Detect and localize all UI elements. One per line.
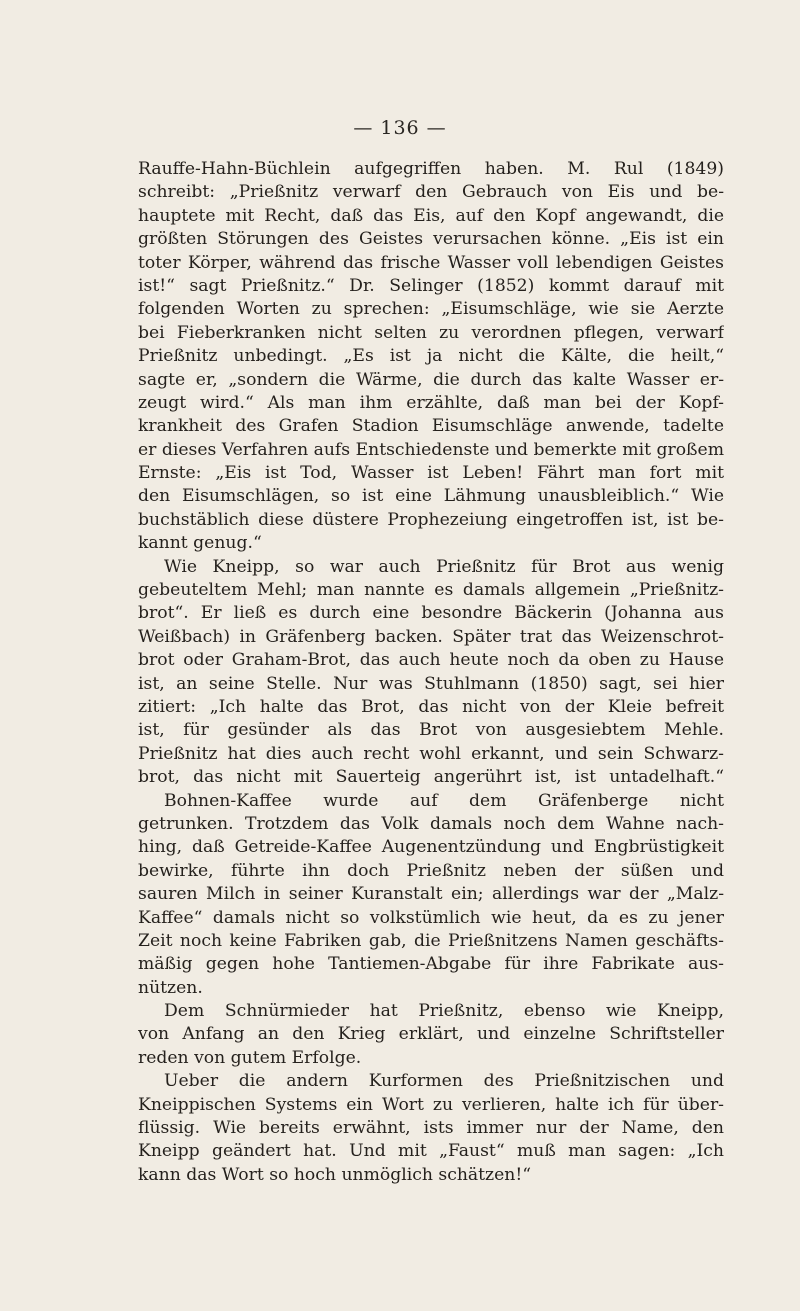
text-line: Bohnen-Kaffee wurde auf dem Gräfenberge nicht xyxy=(164,790,724,811)
text-line: Ueber die andern Kurformen des Prießnitzischen und xyxy=(164,1071,724,1092)
text-line: von Anfang an den Krieg erklärt, und einzelne Schriftsteller xyxy=(138,1024,724,1045)
text-line: bei Fieberkranken nicht selten zu verordnen pflegen, verwarf xyxy=(138,322,724,343)
text-line: schreibt: „Prießnitz verwarf den Gebrauch von Eis und be- xyxy=(138,182,724,203)
text-line: Zeit noch keine Fabriken gab, die Prießnitzens Namen geschäfts- xyxy=(138,930,724,951)
text-line: zeugt wird.“ Als man ihm erzählte, daß man bei der Kopf- xyxy=(138,392,724,413)
text-line: sagte er, „sondern die Wärme, die durch das kalte Wasser er- xyxy=(138,369,724,390)
text-line: bewirke, führte ihn doch Prießnitz neben der süßen und xyxy=(138,860,724,881)
text-line: buchstäblich diese düstere Prophezeiung eingetroffen ist, ist be- xyxy=(138,509,724,530)
text-line: Kaffee“ damals nicht so volkstümlich wie heut, da es zu jener xyxy=(138,907,724,928)
page-number: — 136 — xyxy=(353,117,447,139)
text-line: Rauffe-Hahn-Büchlein aufgegriffen haben. M. Rul (1849) xyxy=(138,159,724,179)
text-line: mäßig gegen hohe Tantiemen-Abgabe für ihre Fabrikate aus- xyxy=(138,954,724,975)
text-line: er dieses Verfahren aufs Entschiedenste und bemerkte mit großem xyxy=(138,439,724,460)
text-line: Kneipp geändert hat. Und mit „Faust“ muß man sagen: „Ich xyxy=(138,1141,724,1162)
body-text xyxy=(138,158,724,1187)
text-line: hing, daß Getreide-Kaffee Augenentzündung und Engbrüstigkeit xyxy=(138,837,724,858)
text-line: kannt genug.“ xyxy=(138,533,262,554)
text-line: brot oder Graham-Brot, das auch heute noch da oben zu Hause xyxy=(138,650,724,671)
text-line: Kneippischen Systems ein Wort zu verlieren, halte ich für über- xyxy=(138,1094,724,1115)
text-line: nützen. xyxy=(138,977,203,998)
text-line: hauptete mit Recht, daß das Eis, auf den Kopf angewandt, die xyxy=(138,205,724,226)
text-line: Prießnitz unbedingt. „Es ist ja nicht die Kälte, die heilt,“ xyxy=(138,346,724,367)
text-line: ist, an seine Stelle. Nur was Stuhlmann (1850) sagt, sei hier xyxy=(138,673,724,694)
text-line: ist, für gesünder als das Brot von ausgesiebtem Mehle. xyxy=(138,720,724,741)
text-line: Ernste: „Eis ist Tod, Wasser ist Leben! Fährt man fort mit xyxy=(138,463,724,484)
text-line: zitiert: „Ich halte das Brot, das nicht von der Kleie befreit xyxy=(138,696,724,717)
text-line: Prießnitz hat dies auch recht wohl erkannt, und sein Schwarz- xyxy=(138,743,724,764)
text-line: flüssig. Wie bereits erwähnt, ists immer nur der Name, den xyxy=(138,1118,724,1139)
text-line: folgenden Worten zu sprechen: „Eisumschläge, wie sie Aerzte xyxy=(138,299,724,320)
text-line: Wie Kneipp, so war auch Prießnitz für Brot aus wenig xyxy=(164,556,724,577)
text-line: ist!“ sagt Prießnitz.“ Dr. Selinger (1852) kommt darauf mit xyxy=(138,275,724,296)
text-line: brot“. Er ließ es durch eine besondre Bäckerin (Johanna aus xyxy=(138,603,724,624)
text-line: toter Körper, während das frische Wasser voll lebendigen Geistes xyxy=(138,252,724,273)
text-line: getrunken. Trotzdem das Volk damals noch dem Wahne nach- xyxy=(138,813,724,834)
text-line: den Eisumschlägen, so ist eine Lähmung unausbleiblich.“ Wie xyxy=(138,486,724,507)
text-line: Dem Schnürmieder hat Prießnitz, ebenso wie Kneipp, xyxy=(164,1001,724,1022)
text-line: Weißbach) in Gräfenberg backen. Später trat das Weizenschrot- xyxy=(138,626,724,647)
text-line: größten Störungen des Geistes verursachen könne. „Eis ist ein xyxy=(138,229,724,250)
text-line: reden von gutem Erfolge. xyxy=(138,1047,362,1068)
text-line: sauren Milch in seiner Kuranstalt ein; allerdings war der „Malz- xyxy=(138,884,724,905)
text-line: kann das Wort so hoch unmöglich schätzen!“ xyxy=(138,1164,532,1185)
text-line: krankheit des Grafen Stadion Eisumschläge anwende, tadelte xyxy=(138,416,724,437)
text-line: brot, das nicht mit Sauerteig angerührt ist, ist untadelhaft.“ xyxy=(138,767,724,788)
text-line: gebeuteltem Mehl; man nannte es damals allgemein „Prießnitz- xyxy=(138,580,724,601)
